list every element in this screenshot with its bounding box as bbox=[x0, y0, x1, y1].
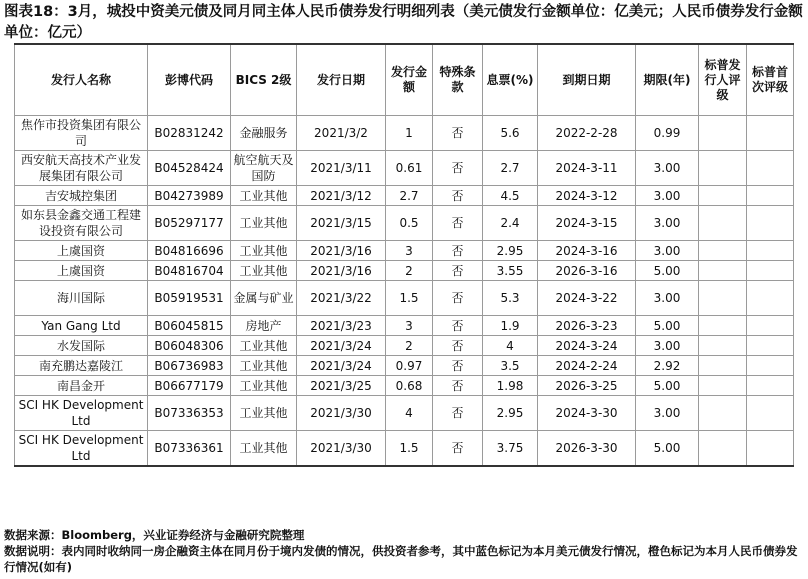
cell-clause: 否 bbox=[433, 336, 483, 356]
cell-sp-issuer bbox=[699, 281, 747, 316]
cell-bics: 工业其他 bbox=[231, 376, 297, 396]
cell-sp-issuer bbox=[699, 396, 747, 431]
header-maturity: 到期日期 bbox=[538, 44, 636, 116]
header-coupon: 息票(%) bbox=[483, 44, 538, 116]
cell-amount: 3 bbox=[386, 316, 433, 336]
cell-term: 3.00 bbox=[636, 336, 699, 356]
cell-date: 2021/3/16 bbox=[297, 261, 386, 281]
cell-coupon: 4 bbox=[483, 336, 538, 356]
table-row bbox=[15, 431, 794, 467]
cell-date: 2021/3/22 bbox=[297, 281, 386, 316]
cell-maturity: 2024-3-16 bbox=[538, 241, 636, 261]
cell-sp-issuer bbox=[699, 316, 747, 336]
cell-issuer: SCI HK Development Ltd bbox=[15, 431, 148, 467]
cell-maturity: 2026-3-30 bbox=[538, 431, 636, 467]
cell-maturity: 2024-2-24 bbox=[538, 356, 636, 376]
cell-sp-issuer bbox=[699, 431, 747, 467]
table-row bbox=[15, 116, 794, 151]
cell-bics: 工业其他 bbox=[231, 186, 297, 206]
cell-code: B04816704 bbox=[148, 261, 231, 281]
cell-sp-first bbox=[747, 116, 794, 151]
cell-code: B07336361 bbox=[148, 431, 231, 467]
cell-date: 2021/3/24 bbox=[297, 356, 386, 376]
table-row bbox=[15, 206, 794, 241]
cell-maturity: 2024-3-15 bbox=[538, 206, 636, 241]
cell-code: B02831242 bbox=[148, 116, 231, 151]
cell-sp-first bbox=[747, 261, 794, 281]
cell-clause: 否 bbox=[433, 356, 483, 376]
cell-maturity: 2026-3-25 bbox=[538, 376, 636, 396]
cell-sp-first bbox=[747, 431, 794, 467]
cell-code: B05919531 bbox=[148, 281, 231, 316]
cell-clause: 否 bbox=[433, 116, 483, 151]
table-row bbox=[15, 186, 794, 206]
header-sp-issuer: 标普发行人评级 bbox=[699, 44, 747, 116]
cell-amount: 2.7 bbox=[386, 186, 433, 206]
cell-sp-first bbox=[747, 151, 794, 186]
cell-clause: 否 bbox=[433, 241, 483, 261]
cell-bics: 房地产 bbox=[231, 316, 297, 336]
cell-amount: 4 bbox=[386, 396, 433, 431]
cell-maturity: 2022-2-28 bbox=[538, 116, 636, 151]
cell-amount: 0.5 bbox=[386, 206, 433, 241]
header-term: 期限(年) bbox=[636, 44, 699, 116]
table-body bbox=[15, 116, 794, 467]
cell-sp-first bbox=[747, 186, 794, 206]
cell-maturity: 2024-3-22 bbox=[538, 281, 636, 316]
cell-code: B06677179 bbox=[148, 376, 231, 396]
table-row bbox=[15, 241, 794, 261]
cell-coupon: 2.95 bbox=[483, 396, 538, 431]
cell-issuer: 上虞国资 bbox=[15, 241, 148, 261]
cell-clause: 否 bbox=[433, 151, 483, 186]
cell-code: B06736983 bbox=[148, 356, 231, 376]
cell-term: 3.00 bbox=[636, 241, 699, 261]
cell-sp-first bbox=[747, 396, 794, 431]
cell-term: 0.99 bbox=[636, 116, 699, 151]
cell-code: B04528424 bbox=[148, 151, 231, 186]
table-row bbox=[15, 356, 794, 376]
cell-bics: 金融服务 bbox=[231, 116, 297, 151]
cell-bics: 工业其他 bbox=[231, 206, 297, 241]
cell-date: 2021/3/30 bbox=[297, 396, 386, 431]
cell-clause: 否 bbox=[433, 316, 483, 336]
cell-sp-first bbox=[747, 316, 794, 336]
cell-sp-first bbox=[747, 356, 794, 376]
cell-bics: 工业其他 bbox=[231, 261, 297, 281]
cell-coupon: 2.7 bbox=[483, 151, 538, 186]
table-row bbox=[15, 376, 794, 396]
cell-maturity: 2024-3-24 bbox=[538, 336, 636, 356]
cell-coupon: 1.9 bbox=[483, 316, 538, 336]
header-clause: 特殊条款 bbox=[433, 44, 483, 116]
cell-sp-first bbox=[747, 376, 794, 396]
footer-source: 数据来源：Bloomberg，兴业证券经济与金融研究院整理 bbox=[4, 528, 305, 542]
cell-sp-issuer bbox=[699, 206, 747, 241]
cell-sp-first bbox=[747, 336, 794, 356]
cell-date: 2021/3/24 bbox=[297, 336, 386, 356]
cell-date: 2021/3/12 bbox=[297, 186, 386, 206]
cell-amount: 0.68 bbox=[386, 376, 433, 396]
cell-issuer: 南充鹏达嘉陵江 bbox=[15, 356, 148, 376]
cell-issuer: 吉安城控集团 bbox=[15, 186, 148, 206]
cell-coupon: 5.6 bbox=[483, 116, 538, 151]
table-row bbox=[15, 316, 794, 336]
cell-term: 5.00 bbox=[636, 431, 699, 467]
cell-bics: 工业其他 bbox=[231, 336, 297, 356]
bond-issuance-table-wrapper bbox=[14, 43, 793, 467]
table-header-row bbox=[15, 44, 794, 116]
cell-date: 2021/3/15 bbox=[297, 206, 386, 241]
cell-term: 3.00 bbox=[636, 396, 699, 431]
cell-sp-first bbox=[747, 241, 794, 261]
cell-term: 5.00 bbox=[636, 376, 699, 396]
cell-clause: 否 bbox=[433, 396, 483, 431]
cell-date: 2021/3/23 bbox=[297, 316, 386, 336]
table-row bbox=[15, 396, 794, 431]
cell-bics: 工业其他 bbox=[231, 356, 297, 376]
cell-clause: 否 bbox=[433, 261, 483, 281]
cell-maturity: 2024-3-30 bbox=[538, 396, 636, 431]
cell-bics: 工业其他 bbox=[231, 241, 297, 261]
header-issuer: 发行人名称 bbox=[15, 44, 148, 116]
cell-date: 2021/3/25 bbox=[297, 376, 386, 396]
cell-amount: 2 bbox=[386, 336, 433, 356]
cell-sp-issuer bbox=[699, 356, 747, 376]
cell-term: 5.00 bbox=[636, 261, 699, 281]
cell-term: 5.00 bbox=[636, 316, 699, 336]
header-bics: BICS 2级 bbox=[231, 44, 297, 116]
table-row bbox=[15, 151, 794, 186]
cell-sp-issuer bbox=[699, 336, 747, 356]
cell-coupon: 3.5 bbox=[483, 356, 538, 376]
cell-issuer: 西安航天高技术产业发展集团有限公司 bbox=[15, 151, 148, 186]
cell-issuer: SCI HK Development Ltd bbox=[15, 396, 148, 431]
cell-amount: 0.97 bbox=[386, 356, 433, 376]
cell-clause: 否 bbox=[433, 206, 483, 241]
cell-clause: 否 bbox=[433, 431, 483, 467]
cell-sp-issuer bbox=[699, 116, 747, 151]
cell-bics: 工业其他 bbox=[231, 396, 297, 431]
cell-issuer: 水发国际 bbox=[15, 336, 148, 356]
cell-bics: 航空航天及国防 bbox=[231, 151, 297, 186]
header-code: 彭博代码 bbox=[148, 44, 231, 116]
cell-sp-first bbox=[747, 281, 794, 316]
cell-date: 2021/3/16 bbox=[297, 241, 386, 261]
cell-amount: 0.61 bbox=[386, 151, 433, 186]
cell-code: B06048306 bbox=[148, 336, 231, 356]
cell-maturity: 2026-3-23 bbox=[538, 316, 636, 336]
cell-clause: 否 bbox=[433, 186, 483, 206]
cell-date: 2021/3/30 bbox=[297, 431, 386, 467]
cell-clause: 否 bbox=[433, 281, 483, 316]
cell-issuer: 南昌金开 bbox=[15, 376, 148, 396]
table-row bbox=[15, 261, 794, 281]
cell-issuer: 如东县金鑫交通工程建设投资有限公司 bbox=[15, 206, 148, 241]
cell-code: B07336353 bbox=[148, 396, 231, 431]
cell-sp-issuer bbox=[699, 186, 747, 206]
cell-coupon: 3.55 bbox=[483, 261, 538, 281]
footer-note: 数据说明：表内同时收纳同一房企融资主体在同月份于境内发债的情况，供投资者参考，其中蓝色标记为本月美元债发行情况，橙色标记为本月人民币债券发行情况(如有) bbox=[4, 544, 798, 574]
cell-maturity: 2024-3-11 bbox=[538, 151, 636, 186]
cell-amount: 2 bbox=[386, 261, 433, 281]
cell-amount: 3 bbox=[386, 241, 433, 261]
cell-term: 3.00 bbox=[636, 151, 699, 186]
cell-amount: 1.5 bbox=[386, 281, 433, 316]
cell-issuer: 海川国际 bbox=[15, 281, 148, 316]
cell-term: 3.00 bbox=[636, 186, 699, 206]
cell-sp-issuer bbox=[699, 261, 747, 281]
cell-amount: 1.5 bbox=[386, 431, 433, 467]
cell-sp-issuer bbox=[699, 241, 747, 261]
table-row bbox=[15, 336, 794, 356]
cell-date: 2021/3/2 bbox=[297, 116, 386, 151]
cell-code: B04816696 bbox=[148, 241, 231, 261]
table-row bbox=[15, 281, 794, 316]
cell-term: 2.92 bbox=[636, 356, 699, 376]
cell-code: B05297177 bbox=[148, 206, 231, 241]
cell-coupon: 3.75 bbox=[483, 431, 538, 467]
cell-date: 2021/3/11 bbox=[297, 151, 386, 186]
cell-sp-issuer bbox=[699, 376, 747, 396]
cell-sp-issuer bbox=[699, 151, 747, 186]
cell-coupon: 2.4 bbox=[483, 206, 538, 241]
cell-term: 3.00 bbox=[636, 281, 699, 316]
cell-coupon: 2.95 bbox=[483, 241, 538, 261]
cell-amount: 1 bbox=[386, 116, 433, 151]
cell-maturity: 2024-3-12 bbox=[538, 186, 636, 206]
cell-issuer: Yan Gang Ltd bbox=[15, 316, 148, 336]
cell-coupon: 1.98 bbox=[483, 376, 538, 396]
cell-bics: 金属与矿业 bbox=[231, 281, 297, 316]
cell-coupon: 4.5 bbox=[483, 186, 538, 206]
cell-code: B04273989 bbox=[148, 186, 231, 206]
cell-issuer: 上虞国资 bbox=[15, 261, 148, 281]
figure-title: 图表18：3月，城投中资美元债及同月同主体人民币债券发行明细列表（美元债发行金额单位：亿美元；人民币债券发行金额单位：亿元） bbox=[4, 4, 803, 41]
cell-coupon: 5.3 bbox=[483, 281, 538, 316]
bond-issuance-table bbox=[14, 43, 794, 467]
cell-bics: 工业其他 bbox=[231, 431, 297, 467]
header-amount: 发行金额 bbox=[386, 44, 433, 116]
cell-issuer: 焦作市投资集团有限公司 bbox=[15, 116, 148, 151]
cell-term: 3.00 bbox=[636, 206, 699, 241]
cell-code: B06045815 bbox=[148, 316, 231, 336]
cell-maturity: 2026-3-16 bbox=[538, 261, 636, 281]
header-date: 发行日期 bbox=[297, 44, 386, 116]
cell-sp-first bbox=[747, 206, 794, 241]
header-sp-first: 标普首次评级 bbox=[747, 44, 794, 116]
cell-clause: 否 bbox=[433, 376, 483, 396]
